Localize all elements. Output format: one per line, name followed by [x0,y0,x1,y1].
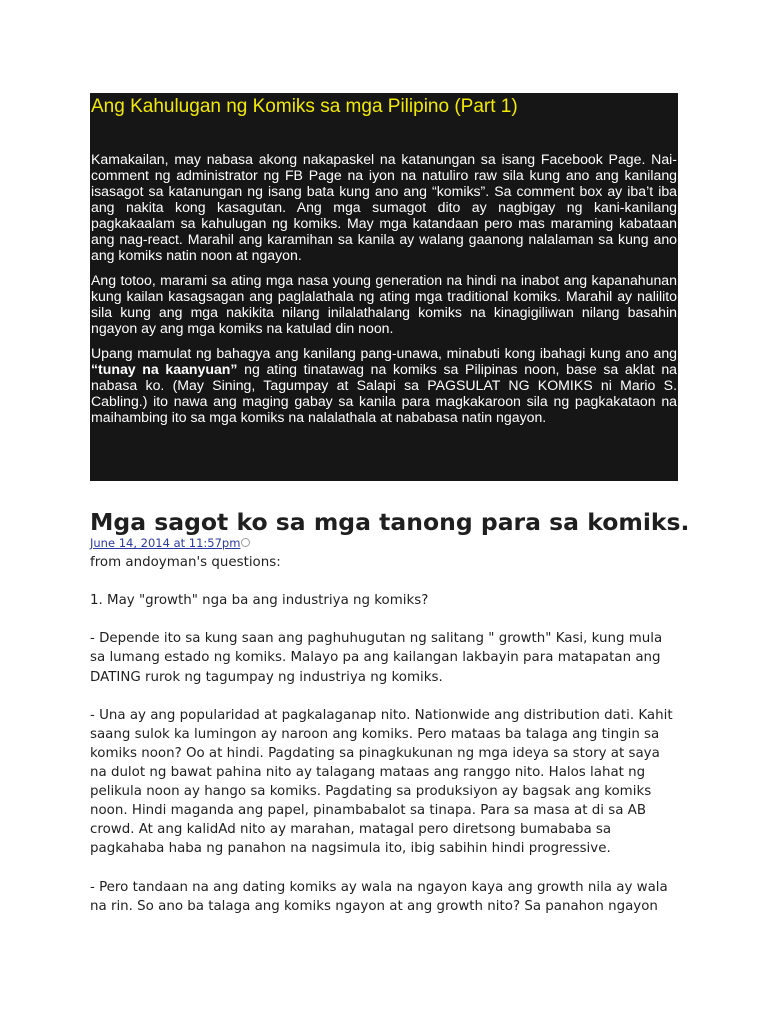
answer-paragraph-2: - Una ay ang popularidad at pagkalaganap nito. Nationwide ang distribution dati. Kahit saang sulok ka lumingon ay naroon ang komiks. Pero mataas ba talaga ang tingin sa komiks noon? Oo at hindi. Pagdating sa pinagkukunan ng mga ideya sa story at saya na dulot ng bawat pahina nito ay talagang mataas ang ranggo nito. Halos lahat ng pelikula noon ay hango sa komiks. Pagdating sa produksiyon ay bagsak ang komiks noon. Hindi maganda ang papel, pinambabalot sa tinapa. Para sa masa at di sa AB crowd. At ang kalidAd nito ay marahan, matagal pero diretsong bumababa sa pagkahaba haba ng panahon na nagsimula ito, ibig sabihin hindi progressive. [90,707,673,857]
post-title: Mga sagot ko sa mga tanong para sa komiks. [90,508,690,536]
excerpt-title: Ang Kahulugan ng Komiks sa mga Pilipino (Part 1) [91,96,518,117]
article-excerpt-box [90,93,678,481]
excerpt-paragraph-2: Ang totoo, marami sa ating mga nasa young generation na hindi na inabot ang kapanahunan kung kailan kasagsagan ang paglalathala ng ating mga traditional komiks. Marahil ay nalilito sila kung ang mga nakikita nilang inilalathalang komiks na kinagigiliwan nilang basahin ngayon ay ang mga komiks na katulad din noon. [91,272,677,336]
question-1: 1. May "growth" nga ba ang industriya ng komiks? [90,593,429,609]
post-date-line [90,536,250,550]
excerpt-paragraph-3 [91,345,677,425]
excerpt-paragraph-3-end: ng ating tinatawag na komiks sa Pilipinas noon, base sa aklat na nabasa ko. (May Sining, Tagumpay at Salapi sa PAGSULAT NG KOMIKS ni Mario S. Cabling.) ito nawa ang maging gabay sa kanila para magkakaroon sila ng pagkakataon na maihambing ito sa mga komiks na nalalathala at nababasa natin ngayon. [91,361,677,425]
excerpt-bold-phrase: “tunay na kaanyuan” [91,361,238,377]
post-intro: from andoyman's questions: [90,555,281,570]
excerpt-paragraph-3-start: Upang mamulat ng bahagya ang kanilang pang-unawa, minabuti kong ibahagi kung ano ang [91,345,677,361]
external-link-icon [241,538,250,547]
answer-paragraph-1: - Depende ito sa kung saan ang paghuhugutan ng salitang " growth" Kasi, kung mula sa lumang estado ng komiks. Malayo pa ang kailangan lakbayin para matapatan ang DATING rurok ng tagumpay ng industriya ng komiks. [90,631,663,685]
answer-paragraph-3: - Pero tandaan na ang dating komiks ay wala na ngayon kaya ang growth nila ay wala na rin. So ano ba talaga ang komiks ngayon at ang growth nito? Sa panahon ngayon [90,879,668,914]
post-date-link[interactable]: June 14, 2014 at 11:57pm [90,536,241,550]
post-body [90,553,680,935]
excerpt-paragraph-1: Kamakailan, may nabasa akong nakapaskel na katanungan sa isang Facebook Page. Nai-comment ng administrator ng FB Page na iyon na natuliro raw sila kung ano ang kanilang isasagot sa katanungan ng isang bata kung ano ang “komiks”. Sa comment box ay iba’t iba ang nakita kong kasagutan. Ang mga sumagot dito ay nagbigay ng kani-kanilang pagkakaalam sa kahulugan ng komiks. May mga katandaan pero mas maraming kabataan ang nag-react. Marahil ang karamihan sa kanila ay walang gaanong nalalaman sa kung ano ang komiks natin noon at ngayon. [91,151,677,263]
